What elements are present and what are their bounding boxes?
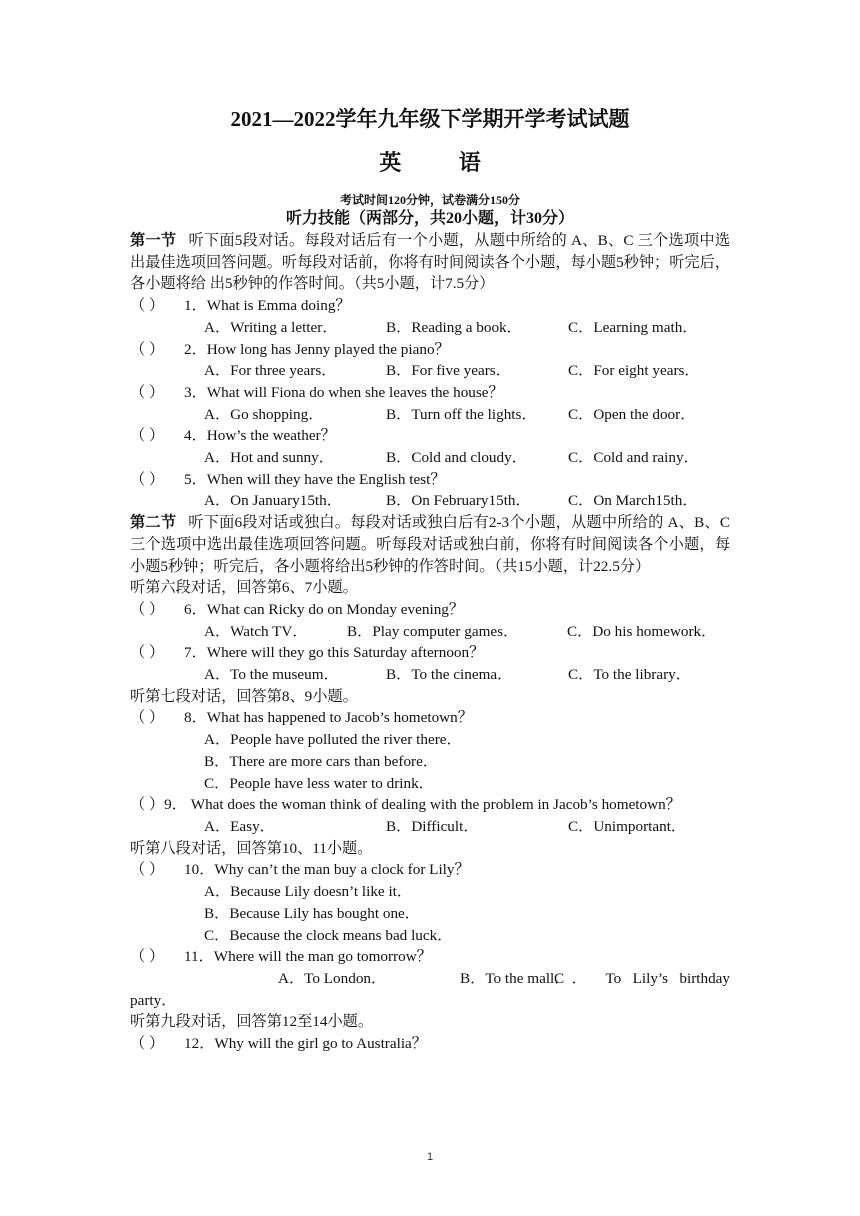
option-c: C．Open the door． (568, 405, 696, 423)
option-a: A．Hot and sunny． (204, 449, 334, 467)
question-9: （ ）9． What does the woman think of dealing with the problem in Jacob’s hometown？ (130, 796, 681, 814)
question-text: 3．What will Fiona do when she leaves the house？ (184, 383, 504, 401)
dialog-7-heading: 听第七段对话，回答第8、9小题。 (130, 687, 358, 705)
question-text: 6．What can Ricky do on Monday evening？ (184, 600, 465, 618)
option-b: B．Because Lily has bought one． (204, 904, 420, 922)
option-c: C．For eight years． (568, 362, 700, 380)
options-1 (130, 317, 730, 339)
question-text: 1．What is Emma doing？ (184, 297, 351, 315)
question-3 (130, 382, 730, 404)
page-number: 1 (426, 1151, 434, 1163)
answer-paren: （ ） (130, 297, 165, 315)
option-a: A．Easy． (204, 817, 275, 835)
answer-paren: （ ） (130, 600, 165, 618)
question-6 (130, 599, 730, 621)
option-c: C．Cold and rainy． (568, 449, 699, 467)
dialog-8-heading: 听第八段对话，回答第10、11小题。 (130, 839, 373, 857)
options-4 (130, 447, 730, 469)
option-a: A．Go shopping． (204, 405, 324, 423)
option-b: B．To the cinema． (386, 666, 513, 684)
answer-paren: （ ） (130, 644, 165, 662)
answer-paren: （ ） (130, 709, 165, 727)
section1-instructions (130, 230, 730, 295)
question-text: 2．How long has Jenny played the piano？ (184, 340, 450, 358)
answer-paren: （ ） (130, 948, 165, 966)
subject-title: 英 语 (379, 150, 507, 175)
options-2 (130, 360, 730, 382)
option-a: A．On January15th． (204, 492, 342, 510)
dialog-6-heading: 听第六段对话，回答第6、7小题。 (130, 579, 358, 597)
option-a: A．To the museum． (204, 666, 339, 684)
option-c: C．On March15th． (568, 492, 698, 510)
answer-paren: （ ） (130, 1035, 165, 1053)
option-b: B．For five years． (386, 362, 511, 380)
question-1 (130, 295, 730, 317)
question-7 (130, 642, 730, 664)
option-a: A．Watch TV． (204, 622, 308, 640)
question-12 (130, 1033, 730, 1055)
section2-instructions (130, 512, 730, 577)
question-text: 10．Why can’t the man buy a clock for Lily？ (184, 861, 470, 879)
exam-title: 2021—2022学年九年级下学期开学考试试题 (230, 107, 630, 131)
question-5 (130, 469, 730, 491)
option-a: A．Because Lily doesn’t like it． (204, 883, 413, 901)
option-a: A．For three years． (204, 362, 337, 380)
option-b: B．Reading a book． (386, 318, 522, 336)
answer-paren: （ ） (130, 383, 165, 401)
question-2 (130, 339, 730, 361)
dialog-9-heading: 听第九段对话，回答第12至14小题。 (130, 1013, 373, 1031)
part-title: 听力技能（两部分，共20小题，计30分） (285, 210, 574, 227)
question-11 (130, 946, 730, 968)
question-text: 5．When will they have the English test？ (184, 470, 446, 488)
question-text: 7．Where will they go this Saturday afternoon？ (184, 644, 485, 662)
question-10 (130, 859, 730, 881)
option-b: B．Turn off the lights． (386, 405, 537, 423)
options-9 (130, 816, 730, 838)
option-b: B．Cold and cloudy． (386, 449, 527, 467)
question-text: 8．What has happened to Jacob’s hometown？ (184, 709, 473, 727)
option-a: A．Writing a letter． (204, 318, 338, 336)
section2-label: 第二节 (130, 514, 177, 532)
question-8 (130, 707, 730, 729)
question-4 (130, 425, 730, 447)
answer-paren: （ ） (130, 427, 165, 445)
section1-label: 第一节 (130, 232, 177, 249)
section1-text: 听下面5段对话。每段对话后有一个小题，从题中所给的 A、B、C 三个选项中选出最佳选项回答问题。听每段对话前，你将有时间阅读各个小题，每小题5秒钟；听完后，各小题将给 出5秒钟的作答时间。（共5小题，计7.5分） (130, 232, 731, 293)
option-a: A．To London． (278, 969, 387, 987)
option-c: C． To Lily’s birthday party． (130, 969, 730, 1009)
option-b: B．On February15th． (386, 492, 531, 510)
options-11 (130, 968, 730, 1011)
option-c: C．Unimportant． (568, 817, 687, 835)
options-5 (130, 490, 730, 512)
option-c: C．Because the clock means bad luck． (204, 926, 453, 944)
question-text: 12．Why will the girl go to Australia？ (184, 1035, 427, 1053)
answer-paren: （ ） (130, 470, 165, 488)
section2-text: 听下面6段对话或独白。每段对话或独白后有2-3个小题，从题中所给的 A、B、C 三个选项中选出最佳选项回答问题。听每段对话或独白前，你将有时间阅读各个小题，每小题5秒钟；听完后，各小题将给出5秒钟的作答时间。（共15小题，计22.5分） (130, 514, 730, 575)
option-c: C．Do his homework． (567, 622, 717, 640)
option-b: B．Play computer games． (347, 622, 519, 640)
question-text: 11．Where will the man go tomorrow？ (184, 948, 432, 966)
option-b: B．There are more cars than before． (204, 752, 439, 770)
option-c: C．Learning math． (568, 318, 698, 336)
options-7 (130, 664, 730, 686)
options-6 (130, 621, 730, 643)
question-text: 4．How’s the weather？ (184, 427, 336, 445)
option-c: C．People have less water to drink． (204, 774, 434, 792)
options-3 (130, 404, 730, 426)
answer-paren: （ ） (130, 861, 165, 879)
option-a: A．People have polluted the river there． (204, 731, 462, 749)
exam-meta: 考试时间120分钟，试卷满分150分 (339, 193, 520, 207)
option-b: B．To the mall． (460, 969, 570, 987)
answer-paren: （ ） (130, 340, 165, 358)
option-b: B．Difficult． (386, 817, 479, 835)
option-c: C．To the library． (568, 666, 691, 684)
page-content (130, 104, 730, 1055)
